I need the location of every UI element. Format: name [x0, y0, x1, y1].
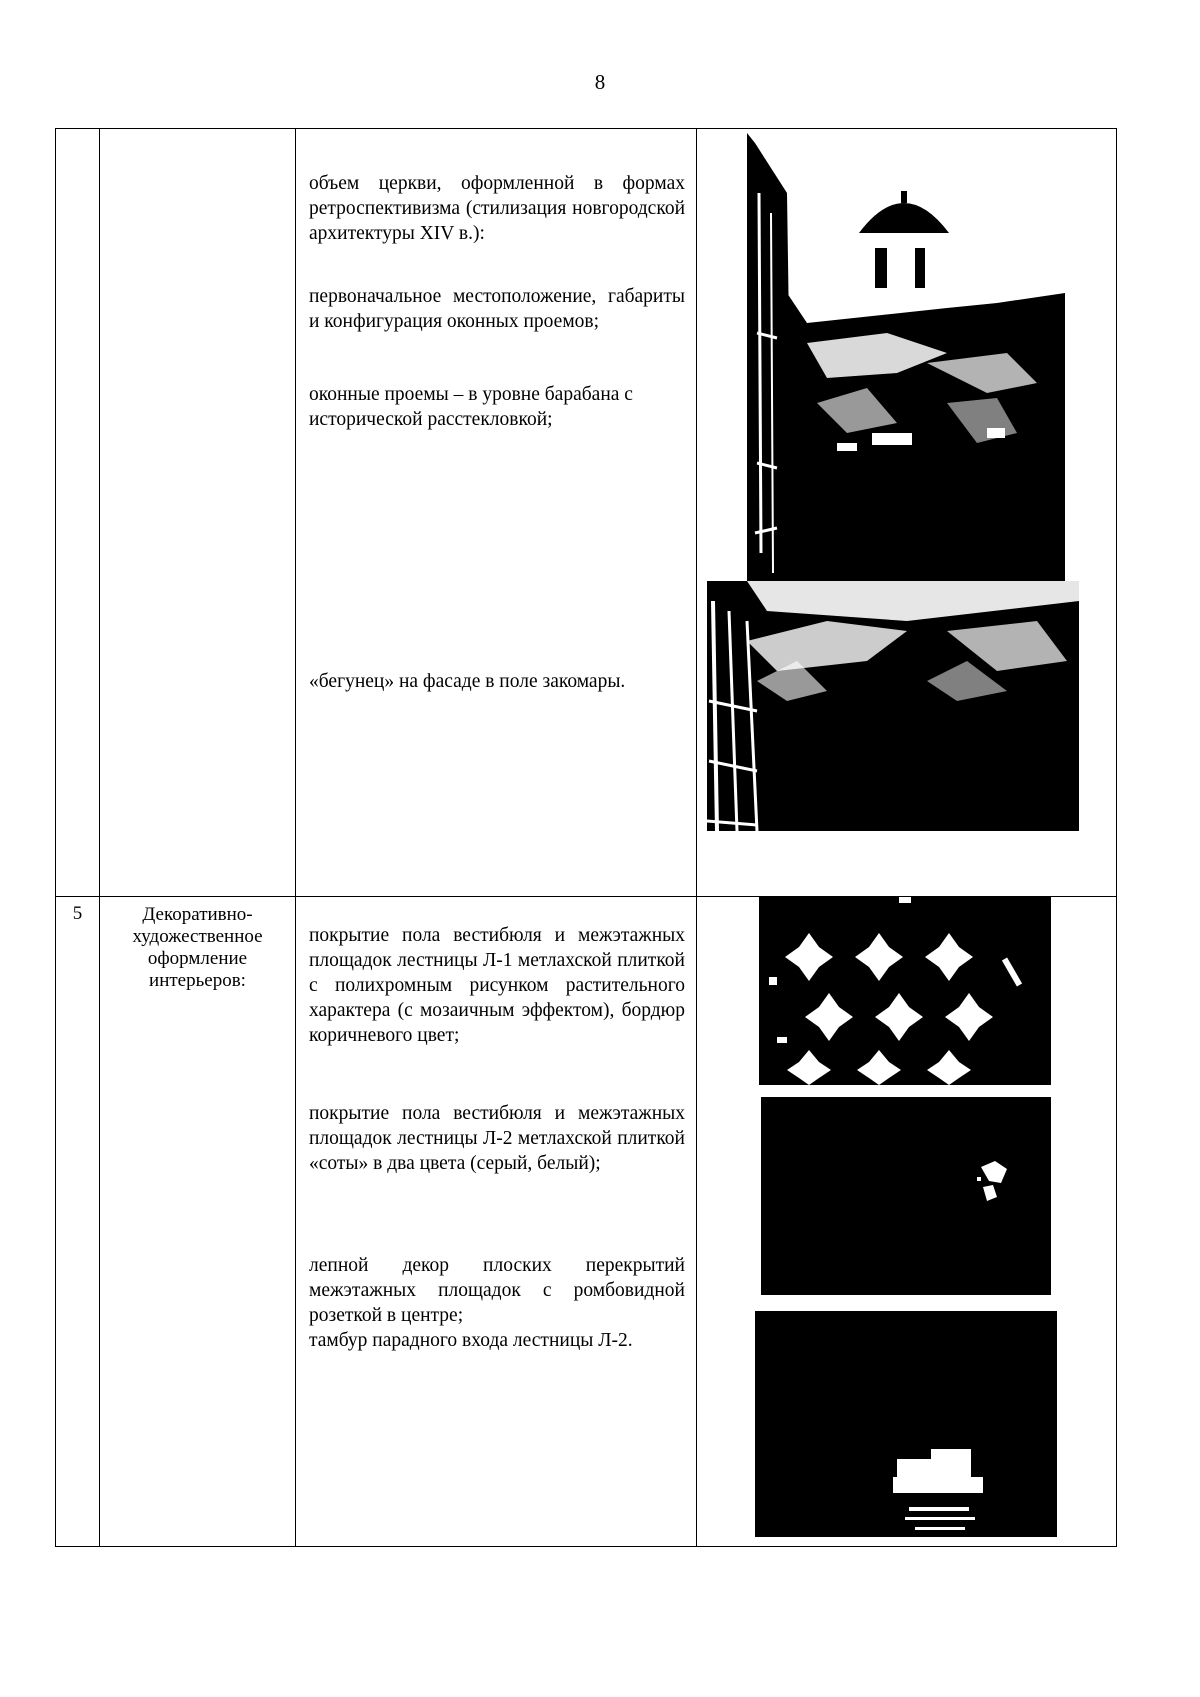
- description-paragraph: лепной декор плоских перекрытий межэтажных площадок с ромбовидной розеткой в центре;: [309, 1255, 685, 1326]
- photo-cell: [697, 129, 1117, 897]
- description-paragraph: «бегунец» на фасаде в поле закомары.: [309, 671, 626, 692]
- floor-tile-l2-photo: [761, 1097, 1051, 1295]
- description-paragraph: первоначальное местоположение, габариты и конфигурация оконных проемов;: [309, 286, 685, 332]
- row-number-cell: 5: [56, 897, 100, 1547]
- page-number: 8: [594, 70, 606, 94]
- table-row: [56, 897, 1117, 1547]
- church-drum-photo: [747, 133, 1065, 603]
- table-row: [56, 129, 1117, 897]
- row-number-cell: [56, 129, 100, 897]
- description-paragraph: тамбур парадного входа лестницы Л-2.: [309, 1330, 633, 1351]
- feature-description-cell: [296, 129, 697, 897]
- vestibule-entrance-photo: [755, 1311, 1057, 1537]
- description-paragraph: покрытие пола вестибюля и межэтажных площадок лестницы Л-2 метлахской плиткой «соты» в два цвета (серый, белый);: [309, 1103, 685, 1174]
- description-paragraph: объем церкви, оформленной в формах ретроспективизма (стилизация новгородской архитектуры XIV в.):: [309, 173, 685, 244]
- monument-features-table: [55, 128, 1117, 1547]
- feature-name-cell: [100, 129, 296, 897]
- description-paragraph: покрытие пола вестибюля и межэтажных площадок лестницы Л-1 метлахской плиткой с полихромным рисунком растительного характера (с мозаичным эффектом), бордюр коричневого цвет;: [309, 925, 685, 1046]
- photo-cell: [697, 897, 1117, 1547]
- description-paragraph: оконные проемы – в уровне барабана с исторической расстекловкой;: [309, 384, 633, 430]
- feature-description-cell: [296, 897, 697, 1547]
- floor-tile-l1-photo: [759, 897, 1051, 1085]
- church-facade-zakomara-photo: [707, 581, 1079, 831]
- feature-name-cell: Декоративно-художественное оформление интерьеров:: [100, 897, 296, 1547]
